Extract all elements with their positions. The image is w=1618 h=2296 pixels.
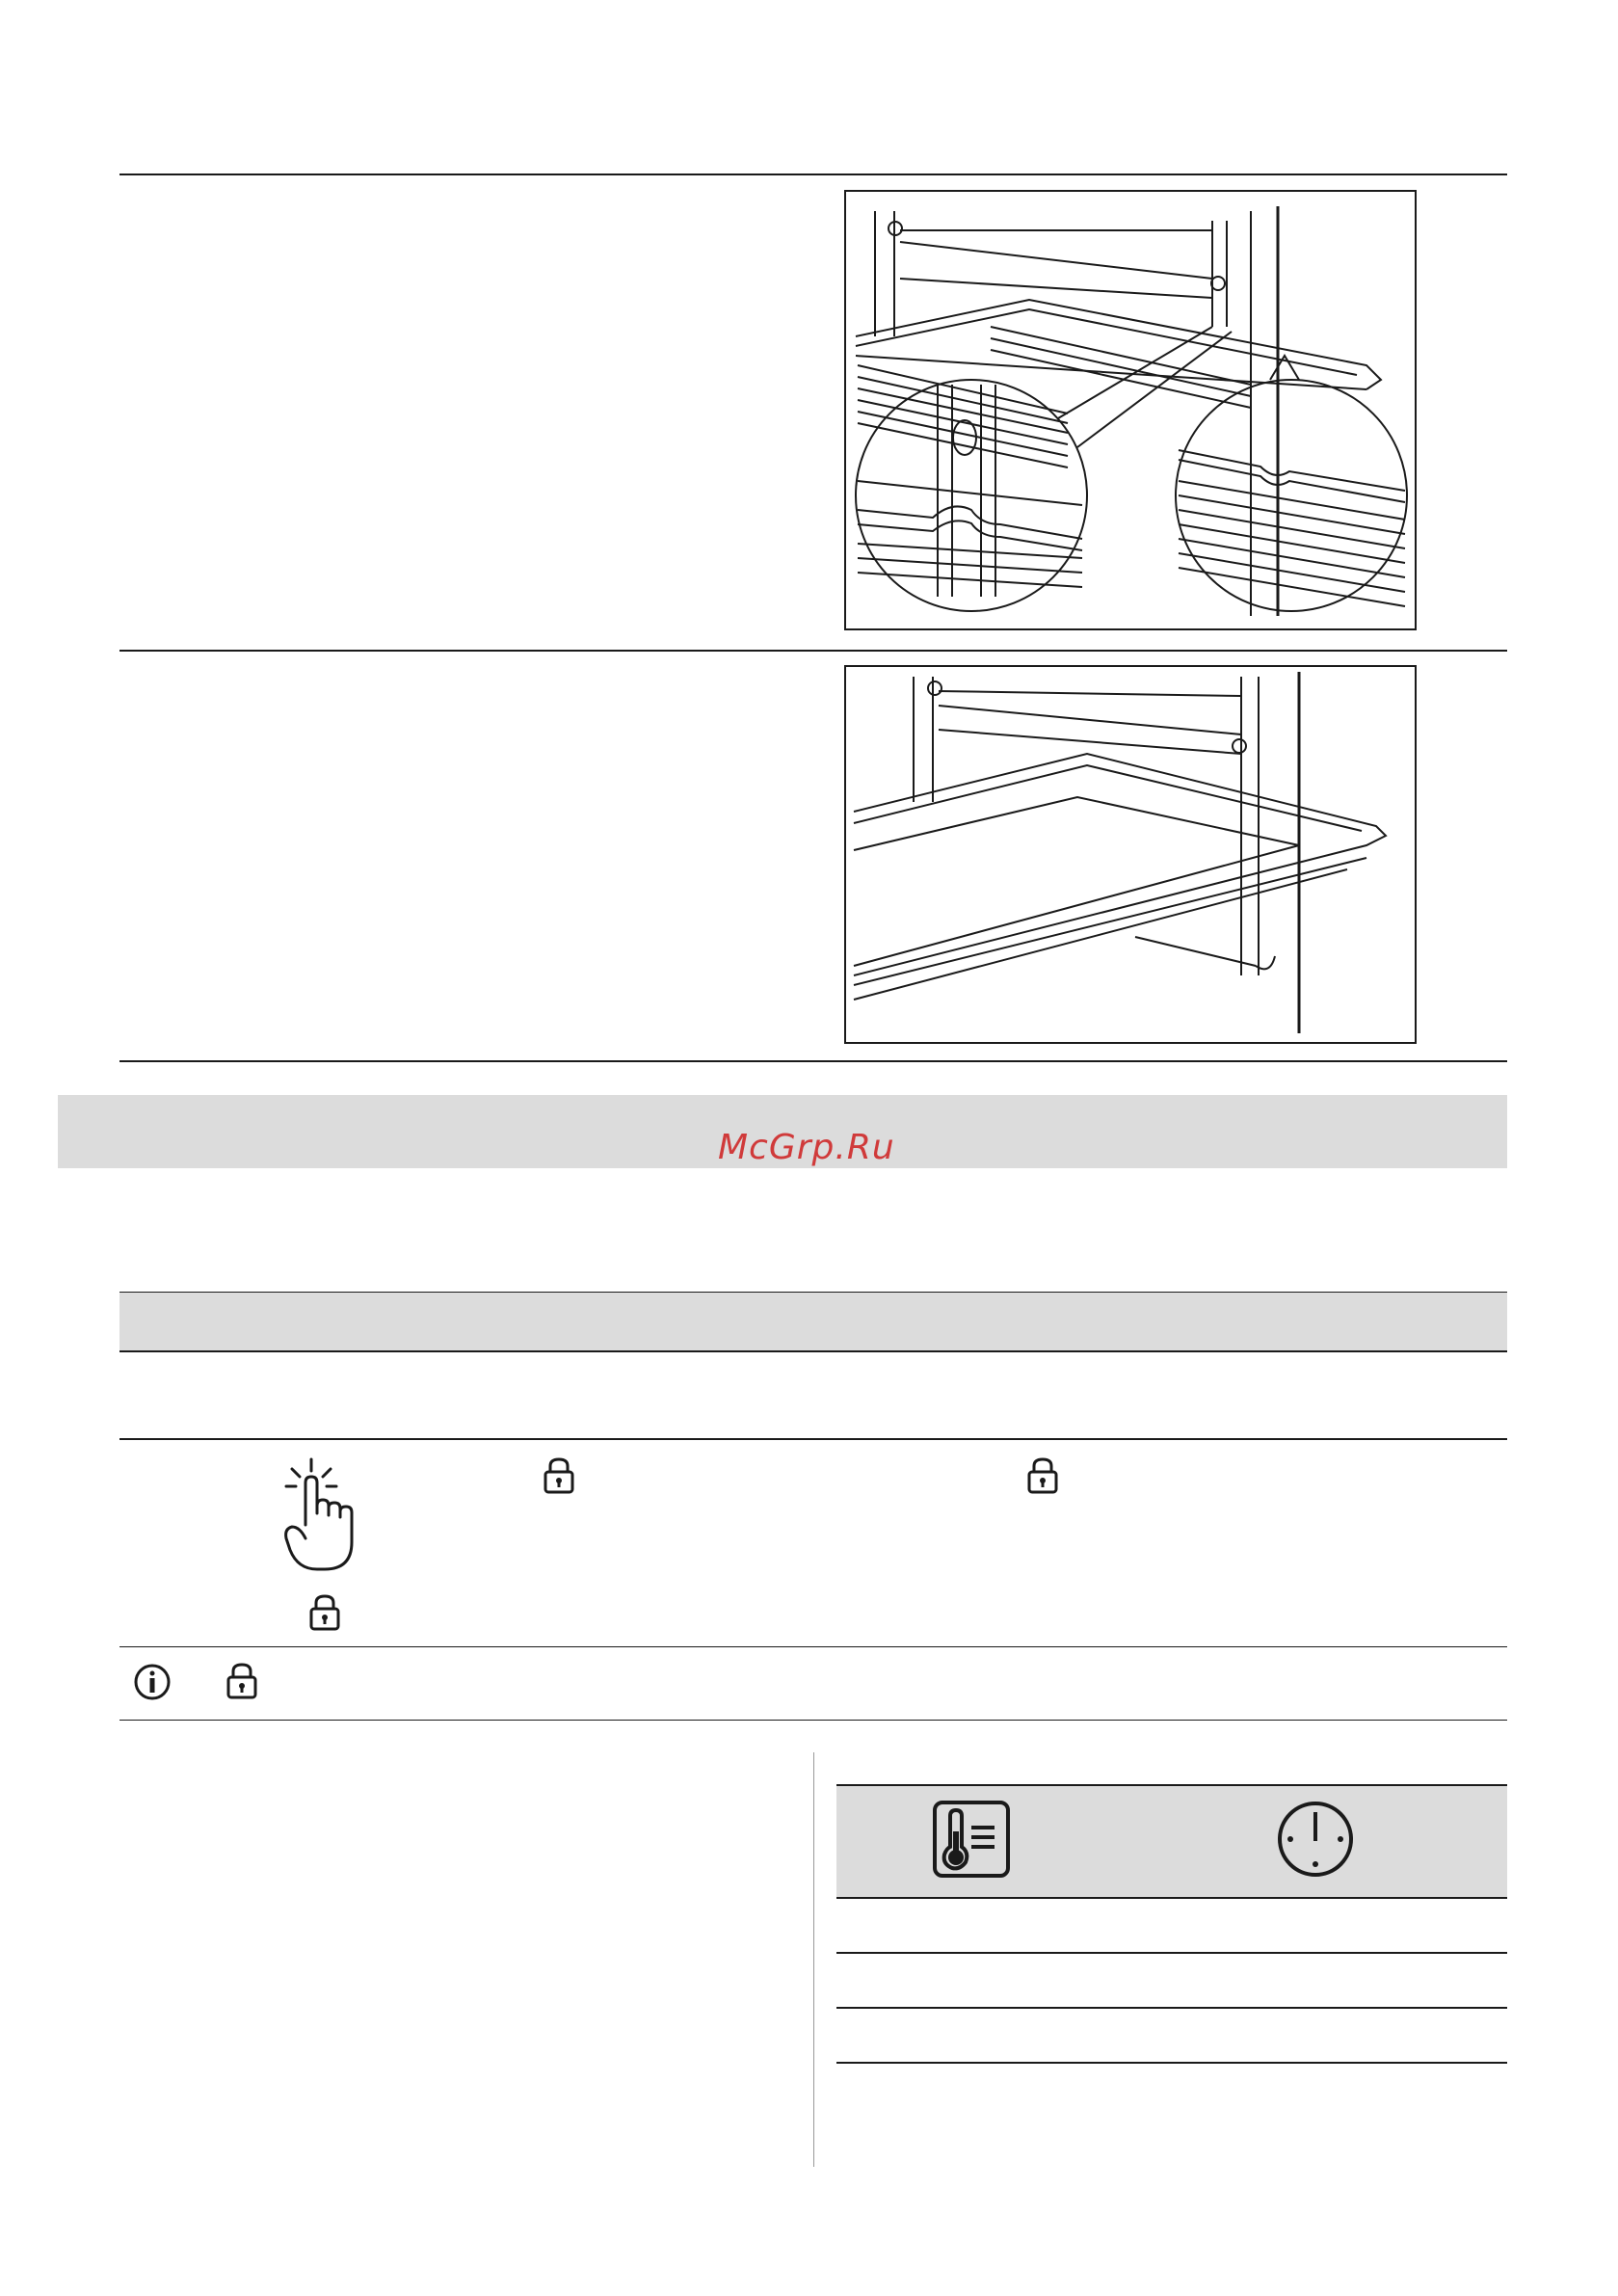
lock-icon — [225, 1662, 258, 1700]
icon-table-rule-4 — [836, 2062, 1507, 2064]
icon-table-rule-2 — [836, 1952, 1507, 1954]
tray-drawing — [846, 667, 1415, 1042]
icon-table-rule-3 — [836, 2007, 1507, 2009]
column-divider — [813, 1752, 814, 2167]
lock-icon — [543, 1456, 575, 1495]
food-sensor-icon — [931, 1799, 1012, 1880]
table-rule-row1 — [119, 1438, 1507, 1440]
icon-table-rule-1 — [836, 1897, 1507, 1899]
oven-tray-illustration — [844, 665, 1417, 1044]
table-rule-header — [119, 1350, 1507, 1352]
info-icon — [133, 1663, 172, 1701]
table-rule-row2 — [119, 1646, 1507, 1647]
watermark: McGrp.Ru — [718, 1128, 895, 1167]
section-rule-bottom — [119, 1060, 1507, 1062]
oven-shelf-rack-illustration — [844, 190, 1417, 630]
rack-drawing — [846, 192, 1415, 628]
touch-hand-icon — [282, 1457, 359, 1573]
section-rule-middle — [119, 650, 1507, 652]
lock-icon — [308, 1593, 341, 1632]
table-header-band — [119, 1293, 1507, 1350]
clock-icon — [1275, 1799, 1356, 1880]
section-rule-top — [119, 174, 1507, 175]
lock-icon — [1026, 1456, 1059, 1495]
icon-table-rule-top — [836, 1784, 1507, 1786]
note-rule-bottom — [119, 1720, 1507, 1721]
